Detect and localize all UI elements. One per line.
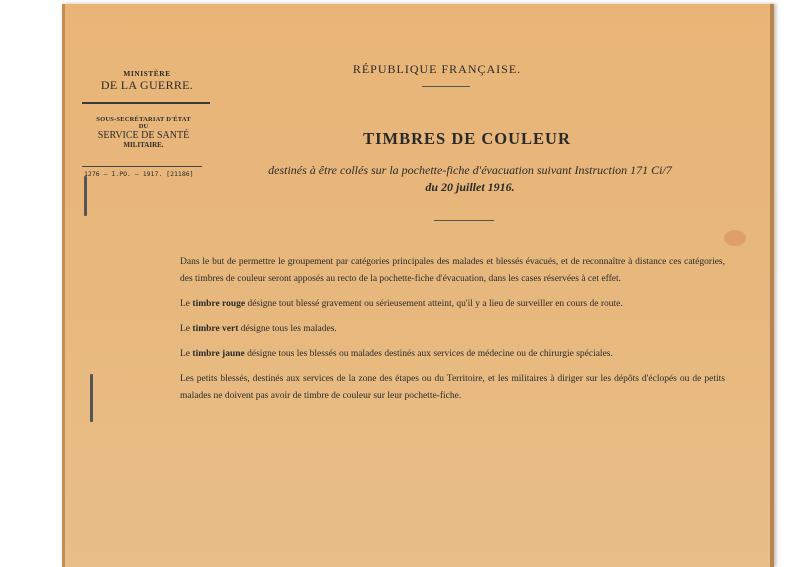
document-title: TIMBRES DE COULEUR xyxy=(363,129,571,148)
service-de-sante-text: SERVICE DE SANTÉ xyxy=(97,130,190,141)
timbre-jaune-keyword: timbre jaune xyxy=(192,349,245,359)
document-subtitle xyxy=(210,162,730,196)
service-heading xyxy=(76,116,211,149)
de-la-guerre-text: DE LA GUERRE. xyxy=(100,78,194,92)
ministere-text: MINISTÈRE xyxy=(123,69,171,78)
timbre-rouge-keyword: timbre rouge xyxy=(192,299,246,309)
paragraph-4-post: désigne tous les blessés ou malades destinés aux services de médecine ou de chirurgie spéciales. xyxy=(244,349,613,359)
page-left-edge xyxy=(62,4,65,567)
paragraph-2-post: désigne tout blessé gravement ou sérieusement atteint, qu'il y a lieu de surveiller en cours de route. xyxy=(245,299,623,309)
paragraph-3 xyxy=(180,321,725,338)
subtitle-rule xyxy=(434,220,494,221)
paragraph-1: Dans le but de permettre le groupement par catégories principales des malades et blessés évacués, et de reconnaître à distance ces catégories, des timbres de couleur seront apposés au recto de la pochette-fiche d'évacuation, dans les cases réservées à cet effet. xyxy=(180,257,725,284)
staple xyxy=(90,374,93,422)
sous-secretariat-text: SOUS-SECRÉTARIAT D'ÉTAT xyxy=(96,116,191,123)
timbre-vert-keyword: timbre vert xyxy=(192,324,239,334)
paragraph-3-post: désigne tous les malades. xyxy=(238,324,337,334)
paragraph-3-pre: Le xyxy=(180,324,193,334)
militaire-text: MILITAIRE. xyxy=(123,141,164,149)
subtitle-line-2: du 20 juillet 1916. xyxy=(425,180,515,194)
paragraph-4-pre: Le xyxy=(180,349,193,359)
paragraph-4 xyxy=(180,346,725,363)
document-page xyxy=(62,4,774,567)
republique-rule xyxy=(422,86,470,87)
du-text: DU xyxy=(138,123,149,130)
subtitle-line-1: destinés à être collés sur la pochette-fiche d'évacuation suivant Instruction 171 Ci/7 xyxy=(268,163,672,177)
ministry-heading xyxy=(82,69,212,93)
instruction-body xyxy=(180,254,725,413)
republique-heading: RÉPUBLIQUE FRANÇAISE. xyxy=(352,62,522,76)
ministry-rule xyxy=(82,102,210,104)
service-rule xyxy=(82,166,202,167)
paragraph-2 xyxy=(180,296,725,313)
paragraph-5: Les petits blessés, destinés aux services de la zone des étapes ou du Territoire, et les militaires à diriger sur les dépôts d'éclopés ou de petits malades ne doivent pas avoir de timbre de couleur sur leur pochette-fiche. xyxy=(180,374,725,401)
staple xyxy=(84,176,87,216)
page-right-edge xyxy=(770,4,774,567)
stain-mark xyxy=(724,230,746,246)
paragraph-2-pre: Le xyxy=(180,299,193,309)
print-code: 1276 – I.PO. – 1917. [21186] xyxy=(84,170,194,178)
